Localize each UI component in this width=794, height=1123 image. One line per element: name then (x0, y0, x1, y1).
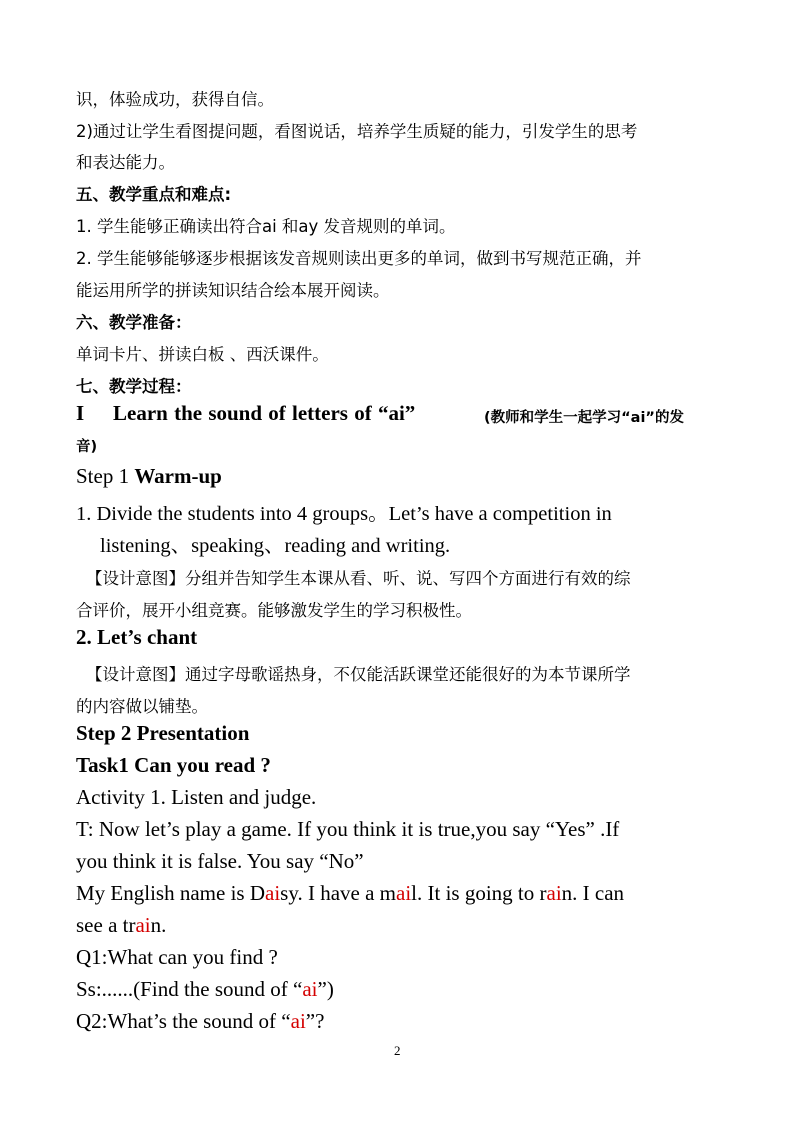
answer-part: ”) (317, 977, 334, 1001)
answer-part: Ss:......(Find the sound of “ (76, 977, 303, 1001)
sentence-part: sy. I have a m (280, 881, 397, 905)
divide-line-2: listening、speaking、reading and writing. (100, 535, 451, 557)
divide-line-1: 1. Divide the students into 4 groups。Let’s have a competition in (76, 503, 612, 525)
section-note-end: 音) (76, 439, 98, 455)
step2-heading: Step 2 Presentation (76, 721, 250, 745)
task1-heading: Task1 Can you read ? (76, 753, 271, 777)
sentence-part: n. I can (561, 881, 625, 905)
design-intent-2-line-1: 【设计意图】通过字母歌谣热身，不仅能活跃课堂还能很好的为本节课所学 (86, 665, 631, 684)
question-part: Q2:What’s the sound of “ (76, 1009, 291, 1033)
highlight-ai: ai (396, 881, 412, 905)
heading-key-points: 五、教学重点和难点: (76, 185, 232, 204)
step1-prefix: Step 1 (76, 464, 135, 488)
question-2 (76, 1009, 324, 1034)
example-sentence-line-2 (76, 913, 166, 938)
sentence-part: l. It is going to r (411, 881, 547, 905)
sentence-part: n. (150, 913, 167, 937)
highlight-ai: ai (546, 881, 562, 905)
objective-line-2: 2)通过让学生看图提问题，看图说话，培养学生质疑的能力，引发学生的思考 (76, 122, 638, 141)
preparation-text: 单词卡片、拼读白板 、西沃课件。 (76, 345, 329, 364)
step1-title: Warm-up (134, 464, 222, 488)
key-point-2-line-2: 能运用所学的拼读知识结合绘本展开阅读。 (76, 281, 390, 300)
key-point-1: 1. 学生能够正确读出符合ai 和ay 发音规则的单词。 (76, 217, 456, 236)
page-number: 2 (394, 1043, 401, 1058)
design-intent-1-line-2: 合评价，展开小组竞赛。能够激发学生的学习积极性。 (76, 601, 472, 620)
example-sentence-line-1 (76, 881, 624, 906)
students-answer (76, 977, 334, 1002)
design-intent-2-line-2: 的内容做以铺垫。 (76, 697, 208, 716)
highlight-ai: ai (290, 1009, 306, 1033)
activity1-heading: Activity 1. Listen and judge. (76, 785, 317, 809)
highlight-ai: ai (302, 977, 318, 1001)
heading-preparation: 六、教学准备： (76, 313, 192, 332)
objective-line-1: 识，体验成功，获得自信。 (76, 90, 274, 109)
sentence-part: My English name is D (76, 881, 265, 905)
objective-line-3: 和表达能力。 (76, 153, 175, 172)
highlight-ai: ai (135, 913, 151, 937)
step1-heading (76, 464, 222, 489)
heading-process: 七、教学过程： (76, 377, 192, 396)
chant-heading: 2. Let’s chant (76, 625, 198, 649)
section-note: (教师和学生一起学习“ai”的发 (484, 410, 684, 426)
question-part: ”? (305, 1009, 325, 1033)
highlight-ai: ai (265, 881, 281, 905)
key-point-2-line-1: 2. 学生能够能够逐步根据该发音规则读出更多的单词，做到书写规范正确，并 (76, 249, 642, 268)
section-title: Learn the sound of letters of “ai” (113, 401, 416, 425)
question-1: Q1:What can you find ? (76, 945, 278, 969)
section-numeral: I (76, 401, 85, 425)
teacher-line-2: you think it is false. You say “No” (76, 849, 364, 873)
design-intent-1-line-1: 【设计意图】分组并告知学生本课从看、听、说、写四个方面进行有效的综 (86, 569, 631, 588)
teacher-line-1: T: Now let’s play a game. If you think it is true,you say “Yes” .If (76, 817, 620, 841)
sentence-part: see a tr (76, 913, 136, 937)
